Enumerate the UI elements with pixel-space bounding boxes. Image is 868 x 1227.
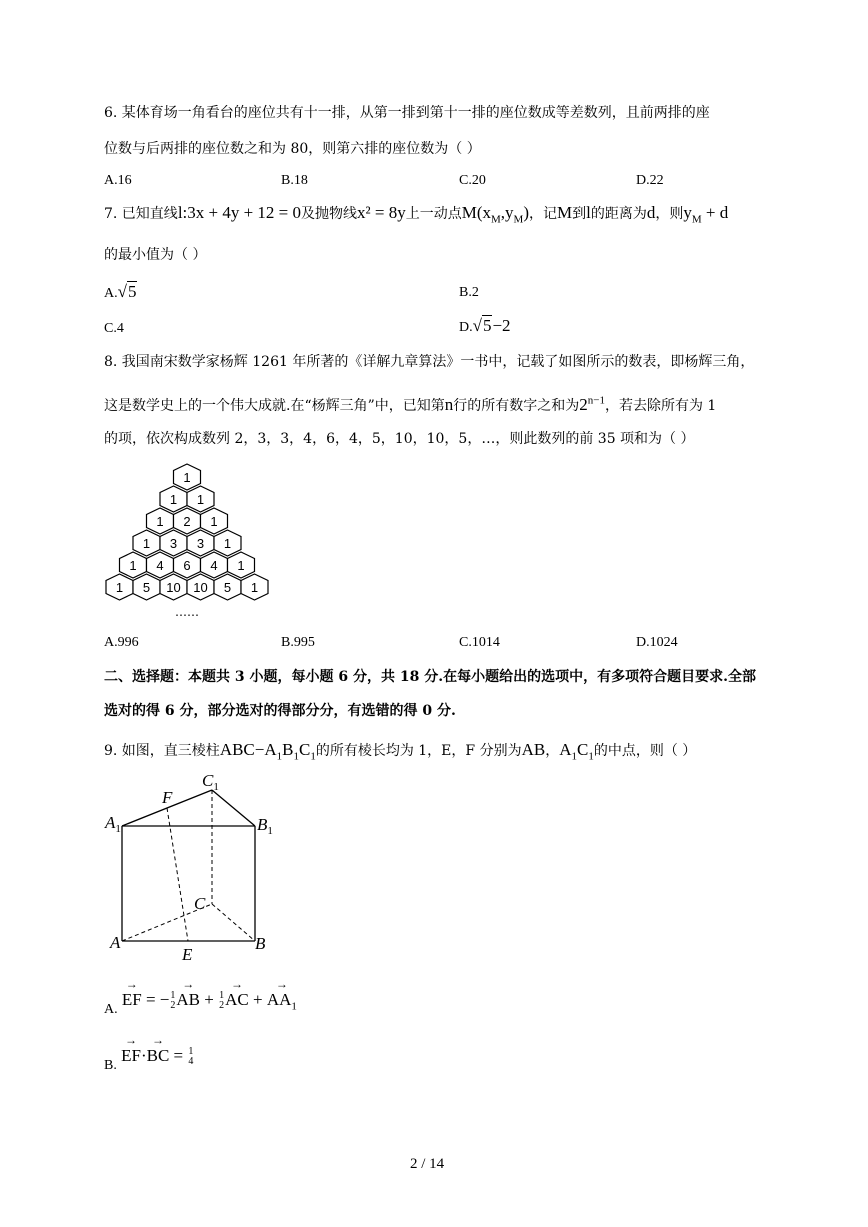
q7-option-a-label: A.: [104, 286, 118, 301]
q8-line2-part-b: 行的所有数字之和为: [453, 398, 580, 414]
q8-stem-line3: 的项，依次构成数列 2，3，3，4，6，4，5，10，10，5，…，则此数列的前 35 项和为（ ）: [104, 431, 695, 447]
triangle-number: 1: [250, 580, 259, 595]
q9-c1-sub: 1: [588, 750, 594, 763]
triangle-number: 1: [129, 558, 137, 573]
q8-line2-part-c: ，若去除所有为 1: [604, 398, 717, 414]
q8-option-d: D.1024: [636, 635, 678, 650]
fraction-num: 1: [219, 990, 225, 1002]
vector-ac: → AC: [225, 990, 249, 1010]
vector-ef: → EF: [122, 990, 142, 1010]
q7-option-a-radicand: 5: [127, 282, 137, 301]
label-b: B: [255, 934, 266, 953]
q9-option-b: [104, 1046, 194, 1074]
hexagon-grid: [106, 464, 268, 600]
equals-sign: =: [169, 1046, 188, 1065]
triangle-number: 5: [142, 580, 151, 595]
q9-option-a: [104, 990, 297, 1018]
triangle-continuation-dots: ……: [175, 605, 199, 619]
q8-power-exponent: n−1: [587, 394, 605, 407]
q7-option-d-label: D.: [459, 320, 473, 335]
triangle-number: 4: [156, 558, 164, 573]
triangle-number: 5: [223, 580, 232, 595]
q9-text-post: 的中点，则（ ）: [593, 743, 697, 759]
triangle-number: 1: [237, 558, 245, 573]
q7-num-text: 7. 已知直线: [104, 206, 178, 222]
label-c1-letter: C: [202, 771, 214, 790]
q8-power: [579, 395, 605, 414]
q6-stem-line1: 6. 某体育场一角看台的座位共有十一排，从第一排到第十一排的座位数成等差数列，且前两排的座: [104, 105, 710, 121]
q6-option-c: C.20: [459, 173, 486, 188]
q9-stem: [104, 740, 697, 763]
label-b1-letter: B: [257, 815, 268, 834]
q7-point-end: ): [523, 203, 529, 222]
q9-prism-a: ABC−A: [219, 740, 277, 759]
q7-text-then: ，则: [655, 206, 684, 222]
label-c: C: [194, 894, 206, 913]
fraction-den: 2: [219, 1000, 225, 1012]
q9-option-a-label: A.: [104, 1002, 118, 1017]
q7-point-head: M(x: [461, 203, 491, 222]
label-c1-sub: 1: [213, 781, 219, 793]
label-a1: [104, 813, 121, 835]
q6-option-b: B.18: [281, 173, 308, 188]
q7-target-expr: [683, 203, 729, 226]
fraction-den: 4: [188, 1056, 194, 1068]
q7-option-a: [104, 282, 137, 302]
sqrt-symbol: √5: [117, 282, 137, 301]
q7-text-to: 到: [572, 206, 587, 222]
label-a: A: [110, 933, 121, 952]
fraction-quarter: [188, 1047, 193, 1067]
q7-option-c: C.4: [104, 321, 124, 336]
q9-option-a-expr: [118, 990, 297, 1013]
triangle-number: 3: [169, 536, 178, 551]
label-c1: [202, 771, 219, 793]
q7-line-equation: l:3x + 4y + 12 = 0: [177, 203, 302, 222]
triangle-number: 4: [210, 558, 218, 573]
plus-sign: +: [248, 990, 267, 1009]
edge-c1b1: [212, 790, 255, 826]
label-b1-sub: 1: [267, 825, 273, 837]
fraction-half-1: [170, 991, 175, 1011]
label-f: F: [162, 788, 173, 807]
q7-plus-d: + d: [701, 203, 729, 222]
q7-option-d-tail: −2: [492, 316, 511, 335]
sqrt-symbol: √5: [472, 316, 492, 335]
triangle-number: 10: [193, 580, 208, 595]
q9-ab: AB: [521, 740, 546, 759]
fraction-den: 2: [170, 1000, 176, 1012]
label-a1-sub: 1: [115, 823, 121, 835]
q7-option-d-radicand: 5: [482, 316, 492, 335]
triangle-number: 1: [210, 514, 218, 529]
q7-l: l: [586, 203, 591, 222]
triangle-number: 1: [115, 580, 124, 595]
q7-point-mid: ,y: [500, 203, 514, 222]
plus-sign: +: [200, 990, 219, 1009]
q7-text-note: ，记: [528, 206, 557, 222]
q9-prism-sub1: 1: [276, 750, 283, 763]
label-b1: [257, 815, 273, 837]
q8-option-b: B.995: [281, 635, 315, 650]
q8-power-base: 2: [579, 395, 588, 414]
q7-m: M: [556, 203, 573, 222]
edge-bc-hidden: [212, 904, 255, 941]
q6-option-d: D.22: [636, 173, 664, 188]
vector-aa1-sub: 1: [291, 1000, 297, 1013]
fraction-num: 1: [188, 1046, 194, 1058]
q8-option-a: A.996: [104, 635, 139, 650]
q9-option-b-expr: [117, 1046, 195, 1068]
q7-parabola: x² = 8y: [357, 203, 406, 222]
triangle-number: 2: [183, 514, 191, 529]
triangle-number: 1: [142, 536, 151, 551]
yanghui-triangle-figure: [100, 460, 275, 620]
dot-operator: ·: [140, 1046, 147, 1065]
prism-figure: [100, 768, 290, 968]
fraction-half-2: [219, 991, 224, 1011]
q6-option-a: A.16: [104, 173, 132, 188]
q7-d: d: [646, 203, 656, 222]
vector-aa1: [266, 990, 297, 1013]
q7-y: y: [683, 203, 692, 222]
q7-stem-line1: [104, 203, 729, 226]
vector-bc: → BC: [147, 1046, 170, 1066]
section2-heading-line1: 二、选择题：本题共 3 小题，每小题 6 分，共 18 分.在每小题给出的选项中，有多项符合题目要求.全部: [104, 669, 756, 685]
q8-line2-part-a: 这是数学史上的一个伟大成就.在“杨辉三角”中，已知第: [104, 398, 445, 414]
section2-heading-line2: 选对的得 6 分，部分选对的得部分分，有选错的得 0 分.: [104, 703, 456, 719]
q9-text-pre: 9. 如图，直三棱柱: [104, 743, 220, 759]
q9-prism-c: C: [298, 740, 311, 759]
q9-prism-sub2: 1: [293, 750, 299, 763]
vector-aa1-text: AA: [266, 990, 292, 1009]
q9-prism-sub3: 1: [310, 750, 316, 763]
q7-text-on: 上一动点: [405, 206, 462, 222]
q9-a1: A: [559, 740, 572, 759]
triangle-number: 1: [196, 492, 205, 507]
q9-text-mid: 的所有棱长均为 1，E，F 分别为: [315, 743, 522, 759]
triangle-number: 1: [156, 514, 164, 529]
triangle-number: 1: [169, 492, 178, 507]
q8-stem-line1: 8. 我国南宋数学家杨辉 1261 年所著的《详解九章算法》一书中，记载了如图所示的数表，即杨辉三角，: [104, 354, 755, 370]
q9-prism-name: [219, 740, 316, 763]
q7-option-b: B.2: [459, 285, 479, 300]
q9-c1: C: [576, 740, 589, 759]
q7-point-sub1: M: [491, 213, 501, 226]
q7-option-d: [459, 316, 511, 336]
q8-stem-line2: [104, 395, 716, 415]
q9-a1-sub: 1: [571, 750, 577, 763]
page-number: 2 / 14: [410, 1156, 445, 1172]
q7-point-sub2: M: [513, 213, 524, 226]
label-a1-letter: A: [105, 813, 116, 832]
label-e: E: [182, 945, 193, 964]
q8-n: n: [444, 395, 454, 414]
q7-text-and: 及抛物线: [301, 206, 358, 222]
q9-prism-b: B: [282, 740, 294, 759]
q8-option-c: C.1014: [459, 635, 500, 650]
q9-a1c1: [559, 740, 594, 763]
triangle-number: 1: [183, 470, 191, 485]
q9-comma: ，: [545, 743, 560, 759]
q7-y-sub: M: [691, 213, 702, 226]
q7-stem-line2: 的最小值为（ ）: [104, 247, 207, 263]
q7-point: [461, 203, 529, 226]
triangle-number: 10: [166, 580, 181, 595]
q9-option-b-label: B.: [104, 1058, 117, 1073]
equals-minus: = −: [141, 990, 170, 1009]
vector-ab: → AB: [176, 990, 200, 1010]
triangle-number: 1: [223, 536, 232, 551]
fraction-num: 1: [170, 990, 176, 1002]
q7-text-dist: 的距离为: [590, 206, 647, 222]
vector-ef: → EF: [121, 1046, 141, 1066]
triangle-number: 3: [196, 536, 205, 551]
triangle-number: 6: [183, 558, 191, 573]
q6-stem-line2: 位数与后两排的座位数之和为 80，则第六排的座位数为（ ）: [104, 141, 481, 157]
